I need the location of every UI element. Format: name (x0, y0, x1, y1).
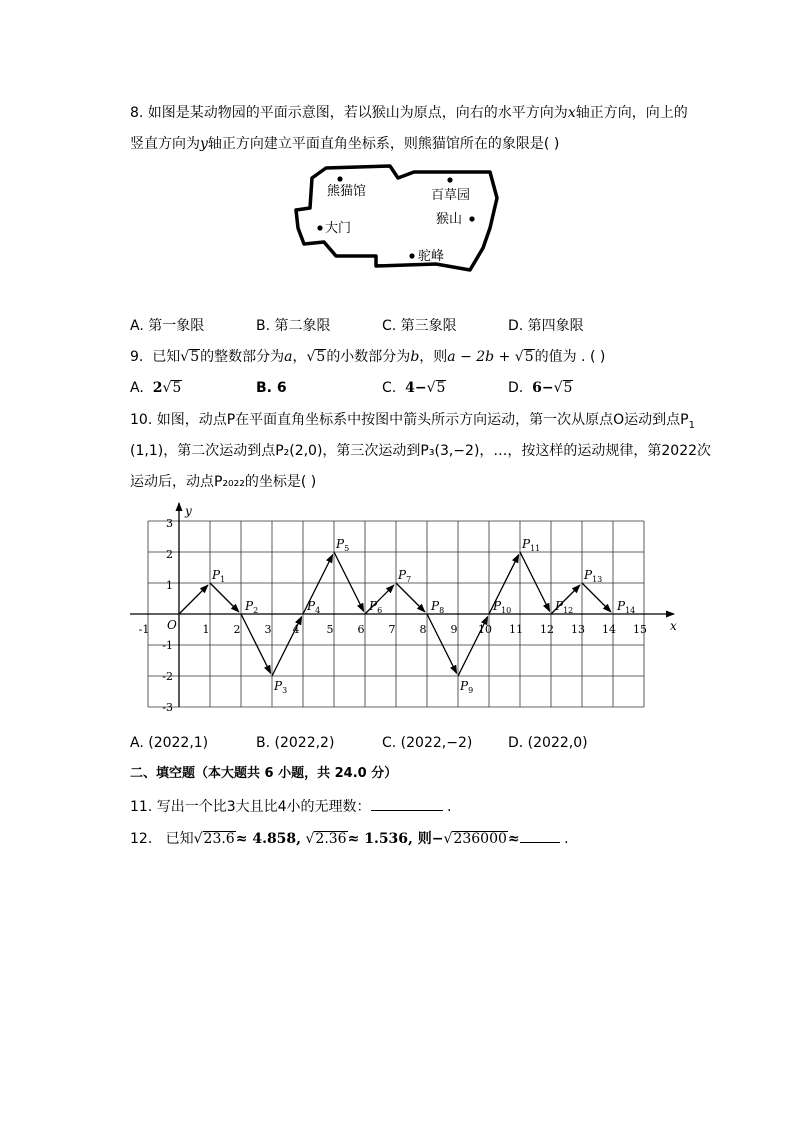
point-label-p11: $P_{11}$ (522, 537, 541, 553)
point-label-p5: $P_5$ (336, 537, 350, 553)
x-tick-label: 2 (233, 623, 241, 636)
herb-dot (447, 177, 452, 182)
q9-option-d[interactable]: D. 6−√5 (508, 380, 573, 396)
q11-answer-blank[interactable] (371, 796, 443, 811)
x-tick-label: 9 (450, 623, 458, 636)
point-label-p6: $P_6$ (369, 599, 383, 615)
point-label-p4: $P_4$ (307, 599, 321, 615)
q8-option-a[interactable]: A. 第一象限 (130, 318, 205, 334)
q8-line1: 8. 如图是某动物园的平面示意图，若以猴山为原点，向右的水平方向为x轴正方向，向上的 (130, 105, 688, 121)
x-tick-label: -1 (138, 623, 150, 636)
point-label-p9: $P_9$ (460, 679, 474, 695)
x-tick-label: 13 (571, 623, 585, 636)
x-tick-label: 12 (540, 623, 554, 636)
y-tick-label: 1 (166, 579, 173, 592)
q8-option-d[interactable]: D. 第四象限 (508, 318, 584, 334)
x-tick-label: 5 (326, 623, 334, 636)
x-tick-label: 6 (357, 623, 365, 636)
q11-stem: 11. 写出一个比3大且比4小的无理数： . (130, 796, 451, 817)
y-tick-label: 2 (166, 548, 173, 561)
q10-option-a[interactable]: A. (2022,1) (130, 735, 209, 751)
gate-label: 大门 (325, 221, 352, 236)
point-label-p3: $P_3$ (274, 679, 288, 695)
x-tick-label: 14 (602, 623, 616, 636)
y-tick-label: -2 (162, 670, 173, 683)
q10-line3: 运动后，动点P₂₀₂₂的坐标是( ) (130, 474, 317, 490)
point-label-p8: $P_8$ (431, 599, 445, 615)
section-title: 二、填空题（本大题共 6 小题，共 24.0 分） (130, 766, 398, 781)
x-axis-label: x (670, 619, 677, 633)
x-tick-label: 1 (202, 623, 210, 636)
q12-stem: 12. 已知√23.6≈ 4.858, √2.36≈ 1.536, 则−√236000≈ . (130, 828, 569, 849)
labels (139, 504, 677, 714)
x-tick-label: 8 (419, 623, 427, 636)
gate-dot (317, 225, 322, 230)
y-tick-label: 3 (166, 517, 173, 530)
q12-answer-blank[interactable] (520, 828, 560, 843)
zoo-outline (296, 166, 497, 270)
q10-option-c[interactable]: C. (2022,−2) (382, 735, 473, 751)
point-label-p13: $P_{13}$ (584, 568, 603, 584)
origin-label: O (167, 618, 177, 632)
y-axis-label: y (185, 504, 192, 518)
q9-option-c[interactable]: C. 4−√5 (382, 380, 446, 396)
x-tick-label: 4 (292, 623, 300, 636)
x-tick-label: 10 (478, 623, 492, 636)
motion-segment (334, 552, 364, 611)
camel-dot (409, 253, 414, 258)
motion-segment (396, 583, 425, 612)
q8-line2: 竖直方向为y轴正方向建立平面直角坐标系，则熊猫馆所在的象限是( ) (130, 136, 560, 152)
panda-dot (337, 176, 342, 181)
motion-segment (520, 552, 550, 611)
axes (130, 503, 674, 707)
panda-label: 熊猫馆 (327, 184, 367, 199)
point-label-p7: $P_7$ (398, 568, 412, 584)
zoo-map (290, 158, 510, 273)
q8-option-b[interactable]: B. 第二象限 (256, 318, 331, 334)
y-tick-label: -3 (162, 701, 173, 714)
x-tick-label: 15 (633, 623, 647, 636)
point-label-p2: $P_2$ (245, 599, 259, 615)
q9-stem: 9. 已知√5的整数部分为a，√5的小数部分为b，则a − 2b + √5的值为 . ( ) (130, 349, 606, 365)
motion-segment (210, 583, 239, 612)
y-tick-label: -1 (162, 639, 173, 652)
q10-line2: (1,1)，第二次运动到点P₂(2,0)，第三次运动到P₃(3,−2)，…，按这样的运动规律，第2022次 (130, 443, 712, 459)
x-tick-label: 11 (509, 623, 523, 636)
q10-option-d[interactable]: D. (2022,0) (508, 735, 588, 751)
x-tick-label: 7 (388, 623, 396, 636)
q9-option-a[interactable]: A. 2√5 (130, 380, 182, 396)
coordinate-chart (120, 500, 690, 730)
herb-label: 百草园 (431, 188, 471, 203)
motion-segment (582, 583, 611, 612)
point-label-p1: $P_1$ (212, 568, 226, 584)
motion-segment (179, 585, 208, 614)
q9-option-b[interactable]: B. 6 (256, 380, 287, 396)
point-label-p10: $P_{10}$ (493, 599, 512, 615)
q10-option-b[interactable]: B. (2022,2) (256, 735, 335, 751)
monkey-dot (469, 216, 474, 221)
x-tick-label: 3 (264, 623, 272, 636)
point-label-p14: $P_{14}$ (617, 599, 636, 615)
camel-label: 驼峰 (418, 249, 445, 264)
q10-line1: 10. 如图，动点P在平面直角坐标系中按图中箭头所示方向运动，第一次从原点O运动到点$P_1$ (130, 412, 695, 431)
point-label-p12: $P_{12}$ (555, 599, 574, 615)
q8-option-c[interactable]: C. 第三象限 (382, 318, 457, 334)
monkey-label: 猴山 (436, 212, 463, 227)
